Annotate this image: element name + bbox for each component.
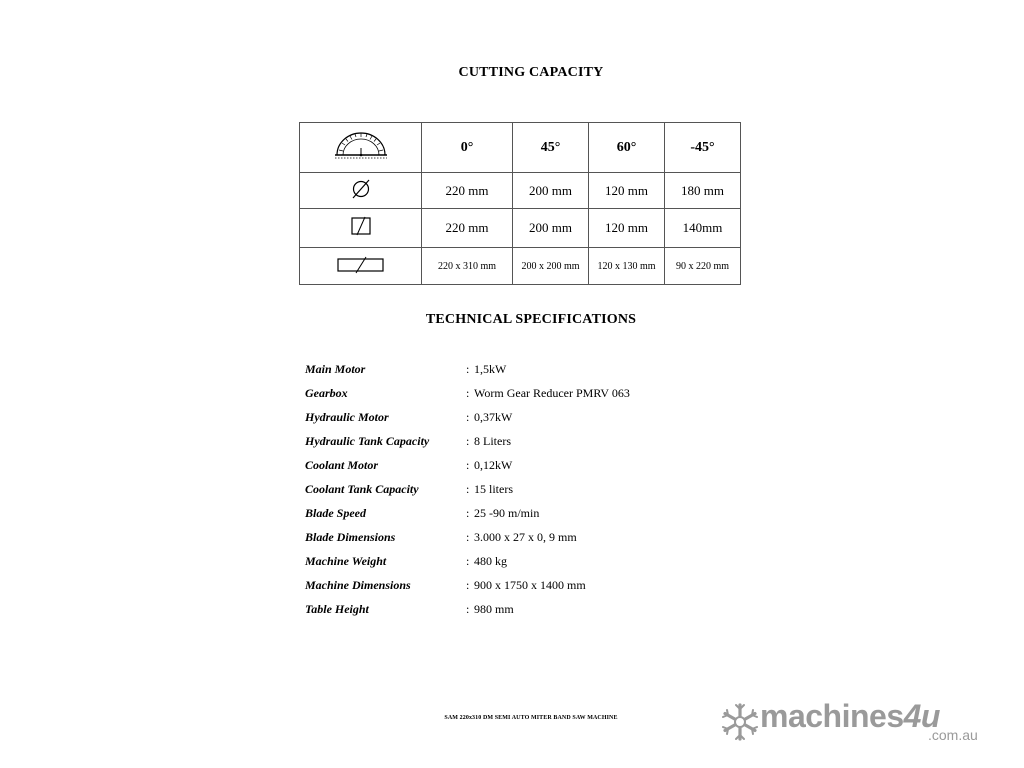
table-cell: 90 x 220 mm xyxy=(665,248,741,285)
table-row-rectangle xyxy=(300,248,741,285)
snowflake-gear-icon xyxy=(722,702,758,742)
spec-separator: : xyxy=(466,458,470,472)
spec-separator: : xyxy=(466,386,470,400)
table-cell: 140mm xyxy=(665,209,741,248)
table-cell: 200 x 200 mm xyxy=(513,248,589,285)
spec-label: Hydraulic Tank Capacity xyxy=(305,434,430,448)
square-section-icon xyxy=(349,215,373,237)
angle-header-0: 0° xyxy=(422,123,513,173)
spec-separator: : xyxy=(466,554,470,568)
spec-label: Hydraulic Motor xyxy=(305,410,389,424)
spec-value: 25 -90 m/min xyxy=(474,506,540,520)
table-row-square xyxy=(300,209,741,248)
spec-value: 0,37kW xyxy=(474,410,513,424)
spec-label: Machine Dimensions xyxy=(305,578,411,592)
table-row-round xyxy=(300,173,741,209)
round-section-icon xyxy=(350,178,372,200)
spec-label: Coolant Motor xyxy=(305,458,379,472)
spec-label: Main Motor xyxy=(305,362,366,376)
spec-value: 900 x 1750 x 1400 mm xyxy=(474,578,586,592)
spec-separator: : xyxy=(466,482,470,496)
spec-value: 3.000 x 27 x 0, 9 mm xyxy=(474,530,577,544)
spec-label: Gearbox xyxy=(305,386,348,400)
rectangle-shape-cell xyxy=(300,248,422,285)
spec-label: Machine Weight xyxy=(305,554,387,568)
spec-value: Worm Gear Reducer PMRV 063 xyxy=(474,386,630,400)
spec-label: Table Height xyxy=(305,602,369,616)
document-footer: SAM 220x310 DM SEMI AUTO MITER BAND SAW MACHINE xyxy=(444,715,618,721)
table-cell: 220 x 310 mm xyxy=(422,248,513,285)
table-cell: 120 mm xyxy=(589,209,665,248)
spec-separator: : xyxy=(466,410,470,424)
spec-label: Blade Dimensions xyxy=(305,530,396,544)
cutting-capacity-table xyxy=(299,122,741,285)
table-cell: 120 x 130 mm xyxy=(589,248,665,285)
spec-label: Blade Speed xyxy=(305,506,366,520)
spec-value: 8 Liters xyxy=(474,434,511,448)
watermark-number: 4u xyxy=(903,698,940,734)
protractor-cell xyxy=(300,123,422,173)
table-cell: 220 mm xyxy=(422,173,513,209)
spec-separator: : xyxy=(466,602,470,616)
spec-value: 480 kg xyxy=(474,554,507,568)
table-cell: 120 mm xyxy=(589,173,665,209)
spec-separator: : xyxy=(466,362,470,376)
angle-header-45: 45° xyxy=(513,123,589,173)
spec-value: 1,5kW xyxy=(474,362,507,376)
spec-value: 0,12kW xyxy=(474,458,513,472)
round-shape-cell xyxy=(300,173,422,209)
spec-separator: : xyxy=(466,530,470,544)
protractor-icon xyxy=(333,130,389,160)
spec-value: 980 mm xyxy=(474,602,514,616)
angle-header-minus-45: -45° xyxy=(665,123,741,173)
table-cell: 200 mm xyxy=(513,209,589,248)
watermark-domain: .com.au xyxy=(928,727,978,743)
spec-separator: : xyxy=(466,578,470,592)
rectangle-section-icon xyxy=(336,256,386,274)
watermark-wordmark xyxy=(760,700,940,732)
spec-separator: : xyxy=(466,506,470,520)
spec-label: Coolant Tank Capacity xyxy=(305,482,419,496)
square-shape-cell xyxy=(300,209,422,248)
table-cell: 200 mm xyxy=(513,173,589,209)
angle-header-60: 60° xyxy=(589,123,665,173)
table-header-row xyxy=(300,123,741,173)
machines4u-watermark xyxy=(722,700,1002,745)
cutting-capacity-title: CUTTING CAPACITY xyxy=(458,65,604,80)
spec-value: 15 liters xyxy=(474,482,513,496)
table-cell: 220 mm xyxy=(422,209,513,248)
table-cell: 180 mm xyxy=(665,173,741,209)
technical-specifications-title: TECHNICAL SPECIFICATIONS xyxy=(425,312,637,327)
watermark-word: machines xyxy=(760,698,904,734)
spec-separator: : xyxy=(466,434,470,448)
